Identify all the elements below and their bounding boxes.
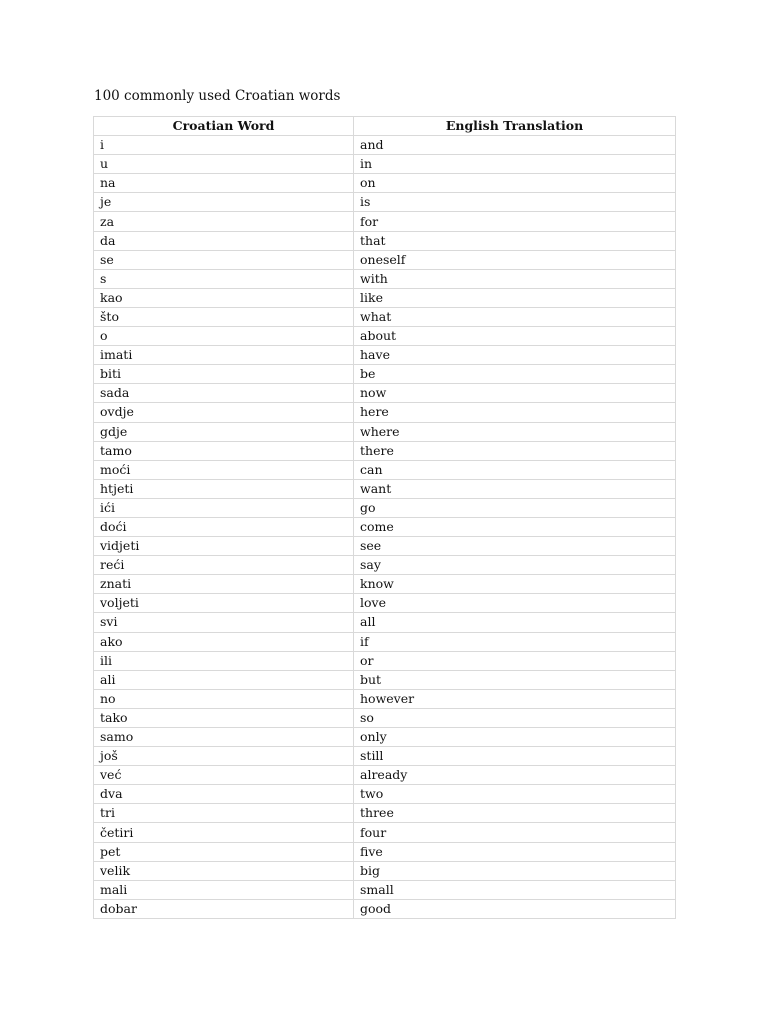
croatian-word-cell: samo bbox=[94, 728, 354, 747]
table-row bbox=[94, 785, 676, 804]
table-row bbox=[94, 327, 676, 346]
english-translation-cell: can bbox=[354, 460, 676, 479]
croatian-word-cell: imati bbox=[94, 346, 354, 365]
english-translation-cell: what bbox=[354, 307, 676, 326]
table-row bbox=[94, 346, 676, 365]
english-translation-cell: two bbox=[354, 785, 676, 804]
croatian-word-cell: četiri bbox=[94, 823, 354, 842]
croatian-word-cell: o bbox=[94, 327, 354, 346]
croatian-word-cell: ili bbox=[94, 651, 354, 670]
table-row bbox=[94, 384, 676, 403]
croatian-word-cell: na bbox=[94, 174, 354, 193]
english-translation-cell: where bbox=[354, 422, 676, 441]
croatian-word-cell: htjeti bbox=[94, 479, 354, 498]
croatian-word-cell: je bbox=[94, 193, 354, 212]
table-row bbox=[94, 823, 676, 842]
english-translation-cell: on bbox=[354, 174, 676, 193]
croatian-word-cell: ovdje bbox=[94, 403, 354, 422]
header-croatian-word: Croatian Word bbox=[94, 117, 354, 136]
table-row bbox=[94, 498, 676, 517]
croatian-word-cell: sada bbox=[94, 384, 354, 403]
croatian-word-cell: tamo bbox=[94, 441, 354, 460]
english-translation-cell: still bbox=[354, 747, 676, 766]
croatian-word-cell: vidjeti bbox=[94, 537, 354, 556]
croatian-word-cell: da bbox=[94, 231, 354, 250]
header-english-translation: English Translation bbox=[354, 117, 676, 136]
english-translation-cell: know bbox=[354, 575, 676, 594]
croatian-word-cell: mali bbox=[94, 880, 354, 899]
english-translation-cell: three bbox=[354, 804, 676, 823]
croatian-word-cell: tri bbox=[94, 804, 354, 823]
croatian-word-cell: no bbox=[94, 689, 354, 708]
croatian-word-cell: za bbox=[94, 212, 354, 231]
croatian-word-cell: moći bbox=[94, 460, 354, 479]
table-row bbox=[94, 594, 676, 613]
croatian-word-cell: u bbox=[94, 155, 354, 174]
table-row bbox=[94, 307, 676, 326]
english-translation-cell: if bbox=[354, 632, 676, 651]
table-row bbox=[94, 517, 676, 536]
table-row bbox=[94, 479, 676, 498]
croatian-word-cell: ako bbox=[94, 632, 354, 651]
english-translation-cell: say bbox=[354, 556, 676, 575]
croatian-word-cell: s bbox=[94, 269, 354, 288]
table-row bbox=[94, 193, 676, 212]
english-translation-cell: in bbox=[354, 155, 676, 174]
table-row bbox=[94, 556, 676, 575]
english-translation-cell: oneself bbox=[354, 250, 676, 269]
english-translation-cell: and bbox=[354, 136, 676, 155]
croatian-word-cell: dva bbox=[94, 785, 354, 804]
table-row bbox=[94, 613, 676, 632]
english-translation-cell: good bbox=[354, 899, 676, 918]
table-body bbox=[94, 136, 676, 919]
english-translation-cell: love bbox=[354, 594, 676, 613]
croatian-word-cell: kao bbox=[94, 288, 354, 307]
croatian-word-cell: znati bbox=[94, 575, 354, 594]
table-row bbox=[94, 250, 676, 269]
table-row bbox=[94, 804, 676, 823]
english-translation-cell: see bbox=[354, 537, 676, 556]
table-row bbox=[94, 460, 676, 479]
english-translation-cell: go bbox=[354, 498, 676, 517]
table-row bbox=[94, 403, 676, 422]
table-row bbox=[94, 651, 676, 670]
english-translation-cell: already bbox=[354, 766, 676, 785]
croatian-word-cell: ići bbox=[94, 498, 354, 517]
croatian-word-cell: i bbox=[94, 136, 354, 155]
english-translation-cell: all bbox=[354, 613, 676, 632]
croatian-word-cell: biti bbox=[94, 365, 354, 384]
english-translation-cell: for bbox=[354, 212, 676, 231]
croatian-word-cell: gdje bbox=[94, 422, 354, 441]
croatian-word-cell: već bbox=[94, 766, 354, 785]
table-row bbox=[94, 441, 676, 460]
english-translation-cell: about bbox=[354, 327, 676, 346]
croatian-word-cell: doći bbox=[94, 517, 354, 536]
english-translation-cell: five bbox=[354, 842, 676, 861]
croatian-word-cell: voljeti bbox=[94, 594, 354, 613]
english-translation-cell: want bbox=[354, 479, 676, 498]
table-row bbox=[94, 174, 676, 193]
english-translation-cell: only bbox=[354, 728, 676, 747]
word-table bbox=[93, 116, 676, 919]
table-row bbox=[94, 422, 676, 441]
table-header-row bbox=[94, 117, 676, 136]
croatian-word-cell: svi bbox=[94, 613, 354, 632]
croatian-word-cell: velik bbox=[94, 861, 354, 880]
english-translation-cell: have bbox=[354, 346, 676, 365]
english-translation-cell: so bbox=[354, 708, 676, 727]
croatian-word-cell: tako bbox=[94, 708, 354, 727]
table-row bbox=[94, 632, 676, 651]
english-translation-cell: or bbox=[354, 651, 676, 670]
table-row bbox=[94, 269, 676, 288]
english-translation-cell: but bbox=[354, 670, 676, 689]
english-translation-cell: however bbox=[354, 689, 676, 708]
document-title: 100 commonly used Croatian words bbox=[94, 88, 341, 104]
table-row bbox=[94, 212, 676, 231]
table-row bbox=[94, 766, 676, 785]
english-translation-cell: come bbox=[354, 517, 676, 536]
table-row bbox=[94, 288, 676, 307]
english-translation-cell: four bbox=[354, 823, 676, 842]
table-row bbox=[94, 708, 676, 727]
table-row bbox=[94, 537, 676, 556]
croatian-word-cell: se bbox=[94, 250, 354, 269]
english-translation-cell: now bbox=[354, 384, 676, 403]
table-row bbox=[94, 899, 676, 918]
table-row bbox=[94, 670, 676, 689]
english-translation-cell: big bbox=[354, 861, 676, 880]
table-row bbox=[94, 231, 676, 250]
english-translation-cell: here bbox=[354, 403, 676, 422]
english-translation-cell: with bbox=[354, 269, 676, 288]
croatian-word-cell: dobar bbox=[94, 899, 354, 918]
table-row bbox=[94, 880, 676, 899]
table-row bbox=[94, 728, 676, 747]
english-translation-cell: be bbox=[354, 365, 676, 384]
table-row bbox=[94, 575, 676, 594]
table-row bbox=[94, 155, 676, 174]
english-translation-cell: like bbox=[354, 288, 676, 307]
english-translation-cell: small bbox=[354, 880, 676, 899]
croatian-word-cell: što bbox=[94, 307, 354, 326]
table-row bbox=[94, 136, 676, 155]
croatian-word-cell: pet bbox=[94, 842, 354, 861]
table-row bbox=[94, 861, 676, 880]
croatian-word-cell: reći bbox=[94, 556, 354, 575]
table-row bbox=[94, 842, 676, 861]
table-row bbox=[94, 747, 676, 766]
table-row bbox=[94, 365, 676, 384]
english-translation-cell: is bbox=[354, 193, 676, 212]
croatian-word-cell: ali bbox=[94, 670, 354, 689]
croatian-word-cell: još bbox=[94, 747, 354, 766]
english-translation-cell: there bbox=[354, 441, 676, 460]
table-row bbox=[94, 689, 676, 708]
english-translation-cell: that bbox=[354, 231, 676, 250]
